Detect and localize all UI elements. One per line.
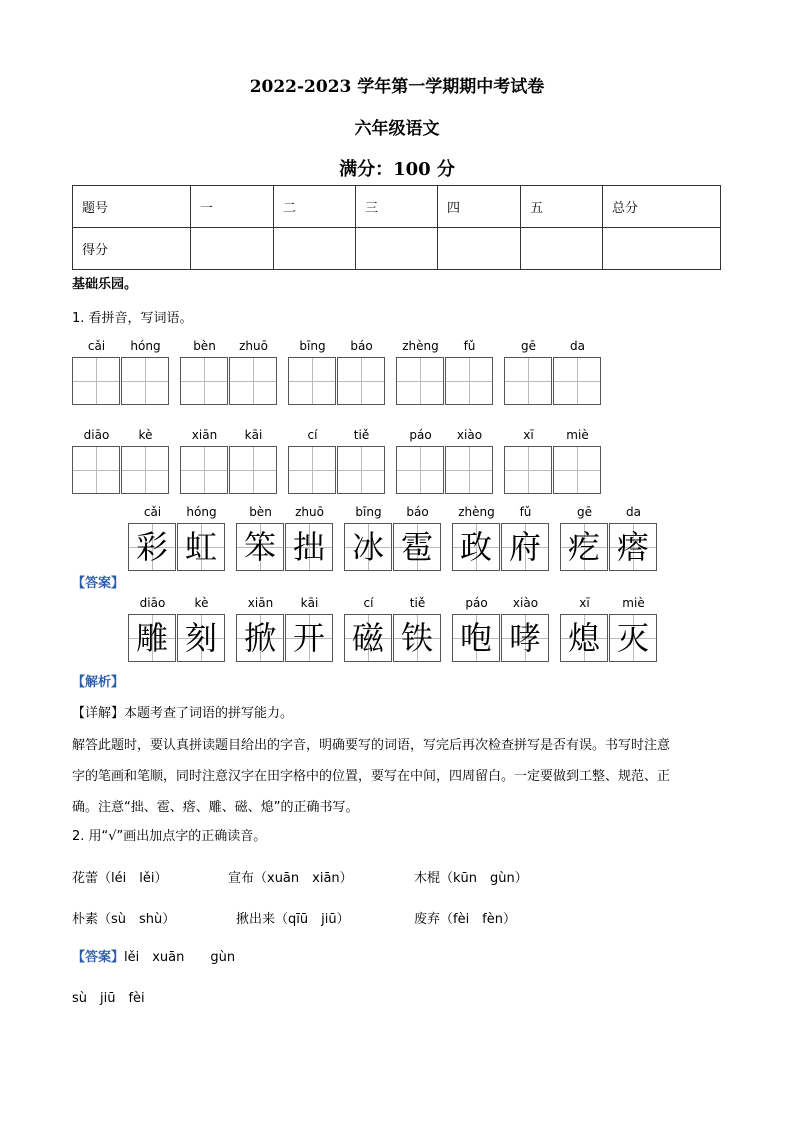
score-table-header: 一 [191,186,274,228]
exam-full-score: 满分：100 分 [339,159,455,180]
score-table-header: 五 [521,186,603,228]
pinyin-label: tiě [409,596,426,610]
detail-tag: 【详解】 [72,706,125,721]
writing-cell[interactable] [445,446,493,494]
answer-character-cell: 冰 [344,523,392,571]
score-table [72,185,721,270]
pinyin-label: zhuō [239,339,268,353]
writing-cell[interactable] [396,446,444,494]
answer-character-cell: 府 [501,523,549,571]
writing-cell[interactable] [121,446,169,494]
pinyin-label: da [570,339,585,353]
writing-cell[interactable] [121,357,169,405]
pinyin-label: bèn [193,339,216,353]
q2-answer-text: lěi xuān gùn [124,950,236,965]
pinyin-label: cǎi [87,339,106,353]
pronunciation-option: 朴素（sù shù） [72,912,176,927]
writing-cell[interactable] [396,357,444,405]
pinyin-label: diāo [83,428,110,442]
score-table-header: 题号 [73,186,191,228]
score-cell[interactable] [603,228,721,270]
pinyin-label: cí [363,596,374,610]
pinyin-label: zhuō [295,505,324,519]
question-1-stem: 1. 看拼音，写词语。 [72,311,193,326]
pinyin-label: páo [465,596,488,610]
score-table-header-row [73,186,721,228]
pronunciation-option: 废弃（fèi fèn） [414,912,517,927]
answer-character-cell: 刻 [177,614,225,662]
pinyin-label: fǔ [463,339,476,353]
analysis-tag: 【解析】 [72,675,125,690]
score-table-header: 三 [356,186,438,228]
pinyin-label: xiān [247,596,274,610]
writing-cell[interactable] [180,357,228,405]
section-title: 基础乐园。 [72,277,138,292]
pinyin-label: bīng [355,505,382,519]
writing-cell[interactable] [553,446,601,494]
pinyin-label: xī [579,596,590,610]
answer-character-cell: 瘩 [609,523,657,571]
writing-cell[interactable] [445,357,493,405]
detail-text: 本题考查了词语的拼写能力。 [124,706,294,721]
q2-answer-line [72,950,235,966]
pronunciation-option: 木棍（kūn gùn） [414,871,528,886]
pronunciation-option: 揪出来（qīū jiū） [236,912,350,927]
answer-character-cell: 彩 [128,523,176,571]
writing-cell[interactable] [337,357,385,405]
pinyin-label: hóng [130,339,161,353]
answer-tag: 【答案】 [72,576,125,591]
pinyin-label: da [626,505,641,519]
score-table-header: 总分 [603,186,721,228]
writing-cell[interactable] [229,446,277,494]
pinyin-label: bèn [249,505,272,519]
pinyin-label: xiào [512,596,539,610]
answer-character-cell: 开 [285,614,333,662]
pinyin-label: cí [307,428,318,442]
answer-character-cell: 哮 [501,614,549,662]
pinyin-label: báo [350,339,373,353]
pinyin-label: gē [521,339,536,353]
score-cell[interactable] [191,228,274,270]
answer-tag: 【答案】 [72,950,125,965]
detail-line [72,706,293,722]
pinyin-label: zhèng [458,505,495,519]
pinyin-label: diāo [139,596,166,610]
pinyin-label: bīng [299,339,326,353]
writing-cell[interactable] [504,446,552,494]
pronunciation-option: 宣布（xuān xiān） [228,871,353,886]
explanation-line: 确。注意“拙、雹、瘩、雕、磁、熄”的正确书写。 [72,800,359,815]
pinyin-label: hóng [186,505,217,519]
pinyin-label: cǎi [143,505,162,519]
explanation-paragraph [72,730,722,823]
pinyin-label: tiě [353,428,370,442]
score-table-score-row [73,228,721,270]
pinyin-label: fǔ [519,505,532,519]
writing-cell[interactable] [180,446,228,494]
writing-cell[interactable] [553,357,601,405]
q2-answer-line-2: sù jiū fèi [72,991,145,1006]
answer-character-cell: 笨 [236,523,284,571]
writing-cell[interactable] [337,446,385,494]
writing-cell[interactable] [288,446,336,494]
pinyin-label: kè [194,596,209,610]
pinyin-label: gē [577,505,592,519]
writing-cell[interactable] [288,357,336,405]
explanation-line: 字的笔画和笔顺，同时注意汉字在田字格中的位置，要写在中间，四周留白。一定要做到工整、规范、正 [72,769,671,784]
answer-character-cell: 熄 [560,614,608,662]
pinyin-label: miè [622,596,645,610]
writing-cell[interactable] [72,446,120,494]
pinyin-label: kāi [300,596,319,610]
score-cell[interactable] [521,228,603,270]
answer-character-cell: 拙 [285,523,333,571]
score-table-header: 二 [274,186,356,228]
answer-character-cell: 铁 [393,614,441,662]
pinyin-label: kāi [244,428,263,442]
answer-character-cell: 政 [452,523,500,571]
answer-character-cell: 灭 [609,614,657,662]
answer-character-cell: 磁 [344,614,392,662]
answer-character-cell: 疙 [560,523,608,571]
answer-character-cell: 虹 [177,523,225,571]
explanation-line: 解答此题时，要认真拼读题目给出的字音，明确要写的词语，写完后再次检查拼写是否有误。书写时注意 [72,738,671,753]
pinyin-label: miè [566,428,589,442]
pinyin-label: xiào [456,428,483,442]
answer-character-cell: 咆 [452,614,500,662]
answer-character-cell: 掀 [236,614,284,662]
pronunciation-option: 花蕾（léi lěi） [72,871,168,886]
score-cell[interactable] [356,228,438,270]
pinyin-label: páo [409,428,432,442]
writing-cell[interactable] [72,357,120,405]
pinyin-label: kè [138,428,153,442]
answer-character-cell: 雕 [128,614,176,662]
score-row-label: 得分 [73,228,191,270]
pinyin-label: báo [406,505,429,519]
score-cell[interactable] [438,228,521,270]
exam-subtitle: 六年级语文 [354,119,440,139]
pinyin-label: zhèng [402,339,439,353]
score-cell[interactable] [274,228,356,270]
writing-cell[interactable] [229,357,277,405]
pinyin-label: xī [523,428,534,442]
exam-title: 2022-2023 学年第一学期期中考试卷 [249,77,545,97]
answer-character-cell: 雹 [393,523,441,571]
question-2-stem: 2. 用“√”画出加点字的正确读音。 [72,829,267,844]
writing-cell[interactable] [504,357,552,405]
pinyin-label: xiān [191,428,218,442]
score-table-header: 四 [438,186,521,228]
